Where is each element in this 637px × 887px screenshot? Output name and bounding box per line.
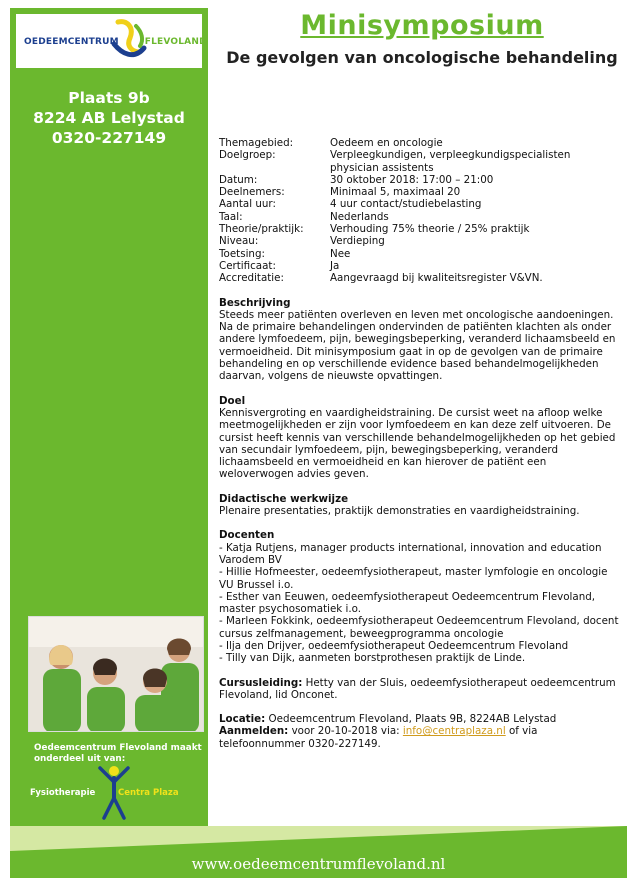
info-row [219,211,621,223]
info-value: Verdieping [330,235,385,248]
aanmelden-text-after: of via telefoonnummer 0320-227149. [219,725,538,750]
info-key: Niveau: [219,235,259,248]
info-key: Doelgroep: [219,149,276,162]
fysiotherapie-logo [30,768,206,823]
info-row [219,174,621,186]
website-link[interactable]: www.oedeemcentrumflevoland.nl [191,855,446,873]
section-heading: Beschrijving [219,296,291,309]
section-beschrijving [219,297,621,383]
info-key: Deelnemers: [219,186,285,199]
info-value: 30 oktober 2018: 17:00 – 21:00 [330,173,494,186]
info-key: Themagebied: [219,137,294,149]
partner-name-part1: Fysiotherapie [30,788,96,798]
lecturer-item: - Hillie Hofmeester, oedeemfysiotherapeut, master lymfologie en oncologie VU Brussel i.o. [219,566,608,591]
address-line-1: Plaats 9b [68,89,150,107]
team-photo-image [29,617,204,732]
info-key: Accreditatie: [219,272,284,285]
section-heading: Didactische werkwijze [219,492,349,505]
locatie-label: Locatie: [219,713,266,726]
team-photo [28,616,204,732]
section-doel [219,395,621,481]
info-row [219,149,621,174]
section-cursusleiding [219,677,621,702]
address-block [10,88,208,148]
info-value: Minimaal 5, maximaal 20 [330,186,461,199]
section-werkwijze [219,493,621,518]
address-line-2: 8224 AB Lelystad [33,109,185,127]
info-value: Oedeem en oncologie [330,137,443,149]
section-text: Plenaire presentaties, praktijk demonstraties en vaardigheidstraining. [219,505,580,518]
info-value: Nederlands [330,210,389,223]
info-row [219,235,621,247]
logo-text-part2: FLEVOLAND [144,37,207,47]
lecturer-item: - Ilja den Drijver, oedeemfysiotherapeut Oedeemcentrum Flevoland [219,639,569,652]
partner-note: Oedeemcentrum Flevoland maakt onderdeel uit van: [34,743,202,764]
info-row [219,198,621,210]
main-content [219,137,621,750]
aanmelden-label: Aanmelden: [219,725,289,738]
page-title: Minisymposium [300,10,544,41]
locatie-text: Oedeemcentrum Flevoland, Plaats 9B, 8224AB Lelystad [265,713,557,726]
info-key: Datum: [219,173,258,186]
info-row [219,186,621,198]
lecturer-item: - Marleen Fokkink, oedeemfysiotherapeut Oedeemcentrum Flevoland, docent cursus zelfmanagement, beweegprogramma oncologie [219,615,619,640]
cursusleiding-label: Cursusleiding: [219,676,303,689]
info-table [219,137,621,285]
phone-number: 0320-227149 [51,129,167,147]
aanmelden-text-before: voor 20-10-2018 via: [288,725,403,738]
info-row [219,248,621,260]
page-subtitle: De gevolgen van oncologische behandeling [226,48,618,67]
lecturer-item: - Esther van Eeuwen, oedeemfysiotherapeut Oedeemcentrum Flevoland, master psychosomatiek i.o. [219,590,596,616]
section-text: Steeds meer patiënten overleven en leven met oncologische aandoeningen. Na de primaire behandelingen ondervinden de patiënten klachten als onder andere lymfoedeem, pijn, bewegingsbeperking, veranderd lichaamsbeeld en vermoeidheid. Dit minisymposium gaat in op de gevolgen van de primaire behandeling en op verschillende evidence based behandelmogelijkheden daarvan, volgens de nieuwste opvattingen. [219,308,616,383]
info-row [219,260,621,272]
info-value: Verpleegkundigen, verpleegkundigspecialisten physician assistents [330,149,571,174]
logo-text-part1: OEDEEMCENTRUM [24,37,119,47]
info-value: Ja [330,259,340,272]
info-value: 4 uur contact/studiebelasting [330,198,482,211]
oedeemcentrum-logo [16,14,207,68]
footer-bar [10,826,627,878]
info-key: Theorie/praktijk: [219,223,304,236]
info-key: Aantal uur: [219,198,276,211]
lecturer-item: - Katja Rutjens, manager products international, innovation and education Varodem BV [219,541,602,566]
info-key: Certificaat: [219,259,276,272]
section-locatie [219,713,621,750]
info-value: Nee [330,247,351,260]
info-row [219,272,621,284]
section-heading: Doel [219,394,246,407]
section-text: Kennisvergroting en vaardigheidstraining. De cursist weet na afloop welke meetmogelijkheden er zijn voor lymfoedeem en kan deze zelf uitvoeren. De cursist heeft kennis van verschillende behandelmogelijkheden op het gebied van secundair lymfoedeem, pijn, bewegingsbeperking, veranderd lichaamsbeeld en vermoeidheid en kan hierover de patiënt een weloverwogen advies geven. [219,406,616,481]
sidebar [10,8,208,826]
email-link[interactable]: info@centraplaza.nl [402,725,506,738]
cursusleiding-text: Hetty van der Sluis, oedeemfysiotherapeut oedeemcentrum Flevoland, lid Onconet. [219,676,616,701]
info-value: Aangevraagd bij kwaliteitsregister V&VN. [330,272,543,285]
section-heading: Docenten [219,529,275,542]
info-row [219,223,621,235]
partner-name-part2: Centra Plaza [118,788,179,798]
info-key: Toetsing: [219,247,265,260]
section-docenten [219,529,621,664]
info-row [219,137,621,149]
info-value: Verhouding 75% theorie / 25% praktijk [330,223,530,236]
lecturer-item: - Tilly van Dijk, aanmeten borstprothesen praktijk de Linde. [219,652,526,665]
info-key: Taal: [219,210,243,223]
